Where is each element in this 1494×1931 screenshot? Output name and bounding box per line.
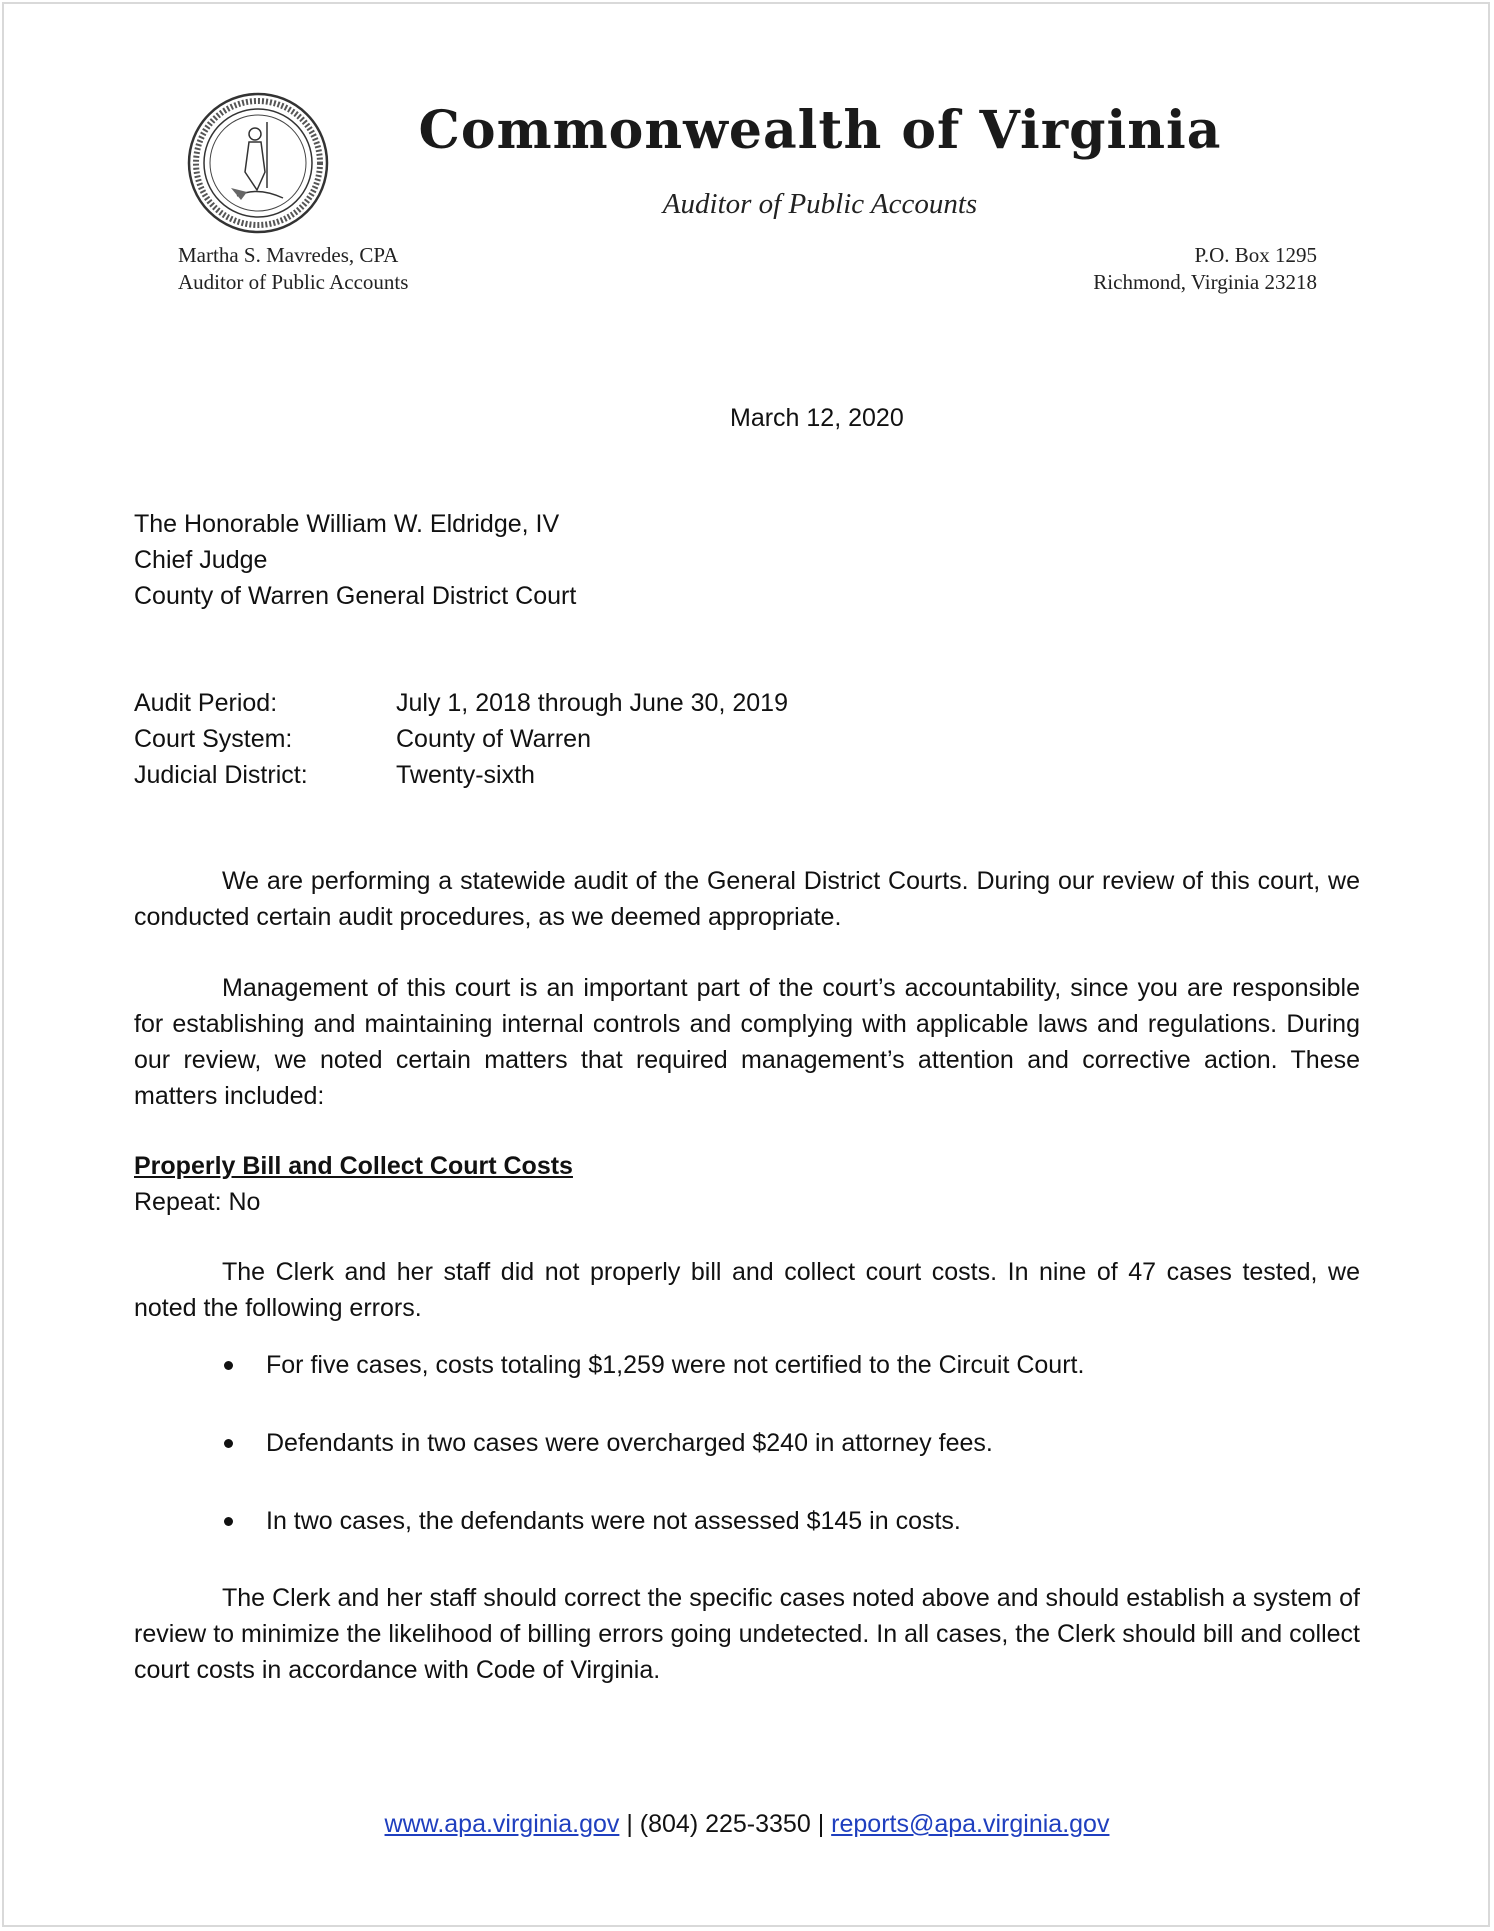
email-link[interactable]: reports@apa.virginia.gov bbox=[831, 1810, 1110, 1838]
paragraph-finding-text: The Clerk and her staff did not properly bill and collect court costs. In nine of 47 cases tested, we noted the following errors. bbox=[134, 1258, 1360, 1322]
address-line-1: P.O. Box 1295 bbox=[1194, 243, 1317, 267]
letterhead-address-block bbox=[1093, 242, 1317, 296]
audit-info-row bbox=[134, 685, 788, 721]
audit-info-row bbox=[134, 757, 788, 793]
audit-info-value: Twenty-sixth bbox=[396, 761, 535, 789]
recipient-title: Chief Judge bbox=[134, 546, 268, 574]
paragraph-finding bbox=[134, 1254, 1360, 1326]
finding-repeat: Repeat: No bbox=[134, 1188, 261, 1216]
letterhead-title: Commonwealth of Virginia bbox=[418, 100, 1222, 161]
letter-date: March 12, 2020 bbox=[730, 404, 904, 432]
auditor-name: Martha S. Mavredes, CPA bbox=[178, 243, 399, 267]
footer-separator: | bbox=[817, 1810, 825, 1838]
footer bbox=[0, 1806, 1494, 1842]
paragraph-intro bbox=[134, 863, 1360, 935]
paragraph-intro-text: We are performing a statewide audit of the General District Courts. During our review of this court, we conducted certain audit procedures, as we deemed appropriate. bbox=[134, 867, 1360, 931]
audit-info-value: County of Warren bbox=[396, 725, 591, 753]
paragraph-recommendation-text: The Clerk and her staff should correct the specific cases noted above and should establish a system of review to minimize the likelihood of billing errors going undetected. In all cases, the Clerk should bill and collect court costs in accordance with Code of Virginia. bbox=[134, 1584, 1360, 1684]
recipient-block bbox=[134, 506, 576, 614]
bullet-icon bbox=[224, 1361, 233, 1370]
audit-info-label: Court System: bbox=[134, 725, 293, 753]
footer-separator: | bbox=[626, 1810, 633, 1838]
finding-bullet-list bbox=[134, 1347, 1084, 1581]
finding-heading: Properly Bill and Collect Court Costs bbox=[134, 1152, 573, 1180]
bullet-text: For five cases, costs totaling $1,259 were not certified to the Circuit Court. bbox=[266, 1351, 1085, 1379]
list-item bbox=[134, 1503, 1084, 1581]
letterhead-subtitle: Auditor of Public Accounts bbox=[662, 188, 978, 220]
audit-info-value: July 1, 2018 through June 30, 2019 bbox=[396, 689, 788, 717]
audit-info-row bbox=[134, 721, 788, 757]
paragraph-management bbox=[134, 970, 1360, 1114]
virginia-state-seal-icon bbox=[187, 92, 329, 234]
footer-phone: (804) 225-3350 bbox=[639, 1810, 811, 1838]
auditor-title: Auditor of Public Accounts bbox=[178, 270, 409, 294]
bullet-icon bbox=[224, 1517, 233, 1526]
paragraph-management-text: Management of this court is an important part of the court’s accountability, since you are responsible for establishing and maintaining internal controls and complying with applicable laws and regulations. During our review, we noted certain matters that required management’s attention and corrective action. These matters included: bbox=[134, 974, 1360, 1110]
letterhead-auditor-block bbox=[178, 242, 408, 296]
list-item bbox=[134, 1347, 1084, 1425]
audit-info-table bbox=[134, 685, 788, 793]
bullet-icon bbox=[224, 1439, 233, 1448]
website-link[interactable]: www.apa.virginia.gov bbox=[384, 1810, 620, 1838]
address-line-2: Richmond, Virginia 23218 bbox=[1093, 270, 1317, 294]
recipient-name: The Honorable William W. Eldridge, IV bbox=[134, 510, 560, 538]
audit-info-label: Audit Period: bbox=[134, 689, 278, 717]
paragraph-recommendation bbox=[134, 1580, 1360, 1688]
bullet-text: Defendants in two cases were overcharged $240 in attorney fees. bbox=[266, 1429, 993, 1457]
recipient-court: County of Warren General District Court bbox=[134, 582, 577, 610]
bullet-text: In two cases, the defendants were not assessed $145 in costs. bbox=[266, 1507, 961, 1535]
list-item bbox=[134, 1425, 1084, 1503]
audit-info-label: Judicial District: bbox=[134, 761, 308, 789]
